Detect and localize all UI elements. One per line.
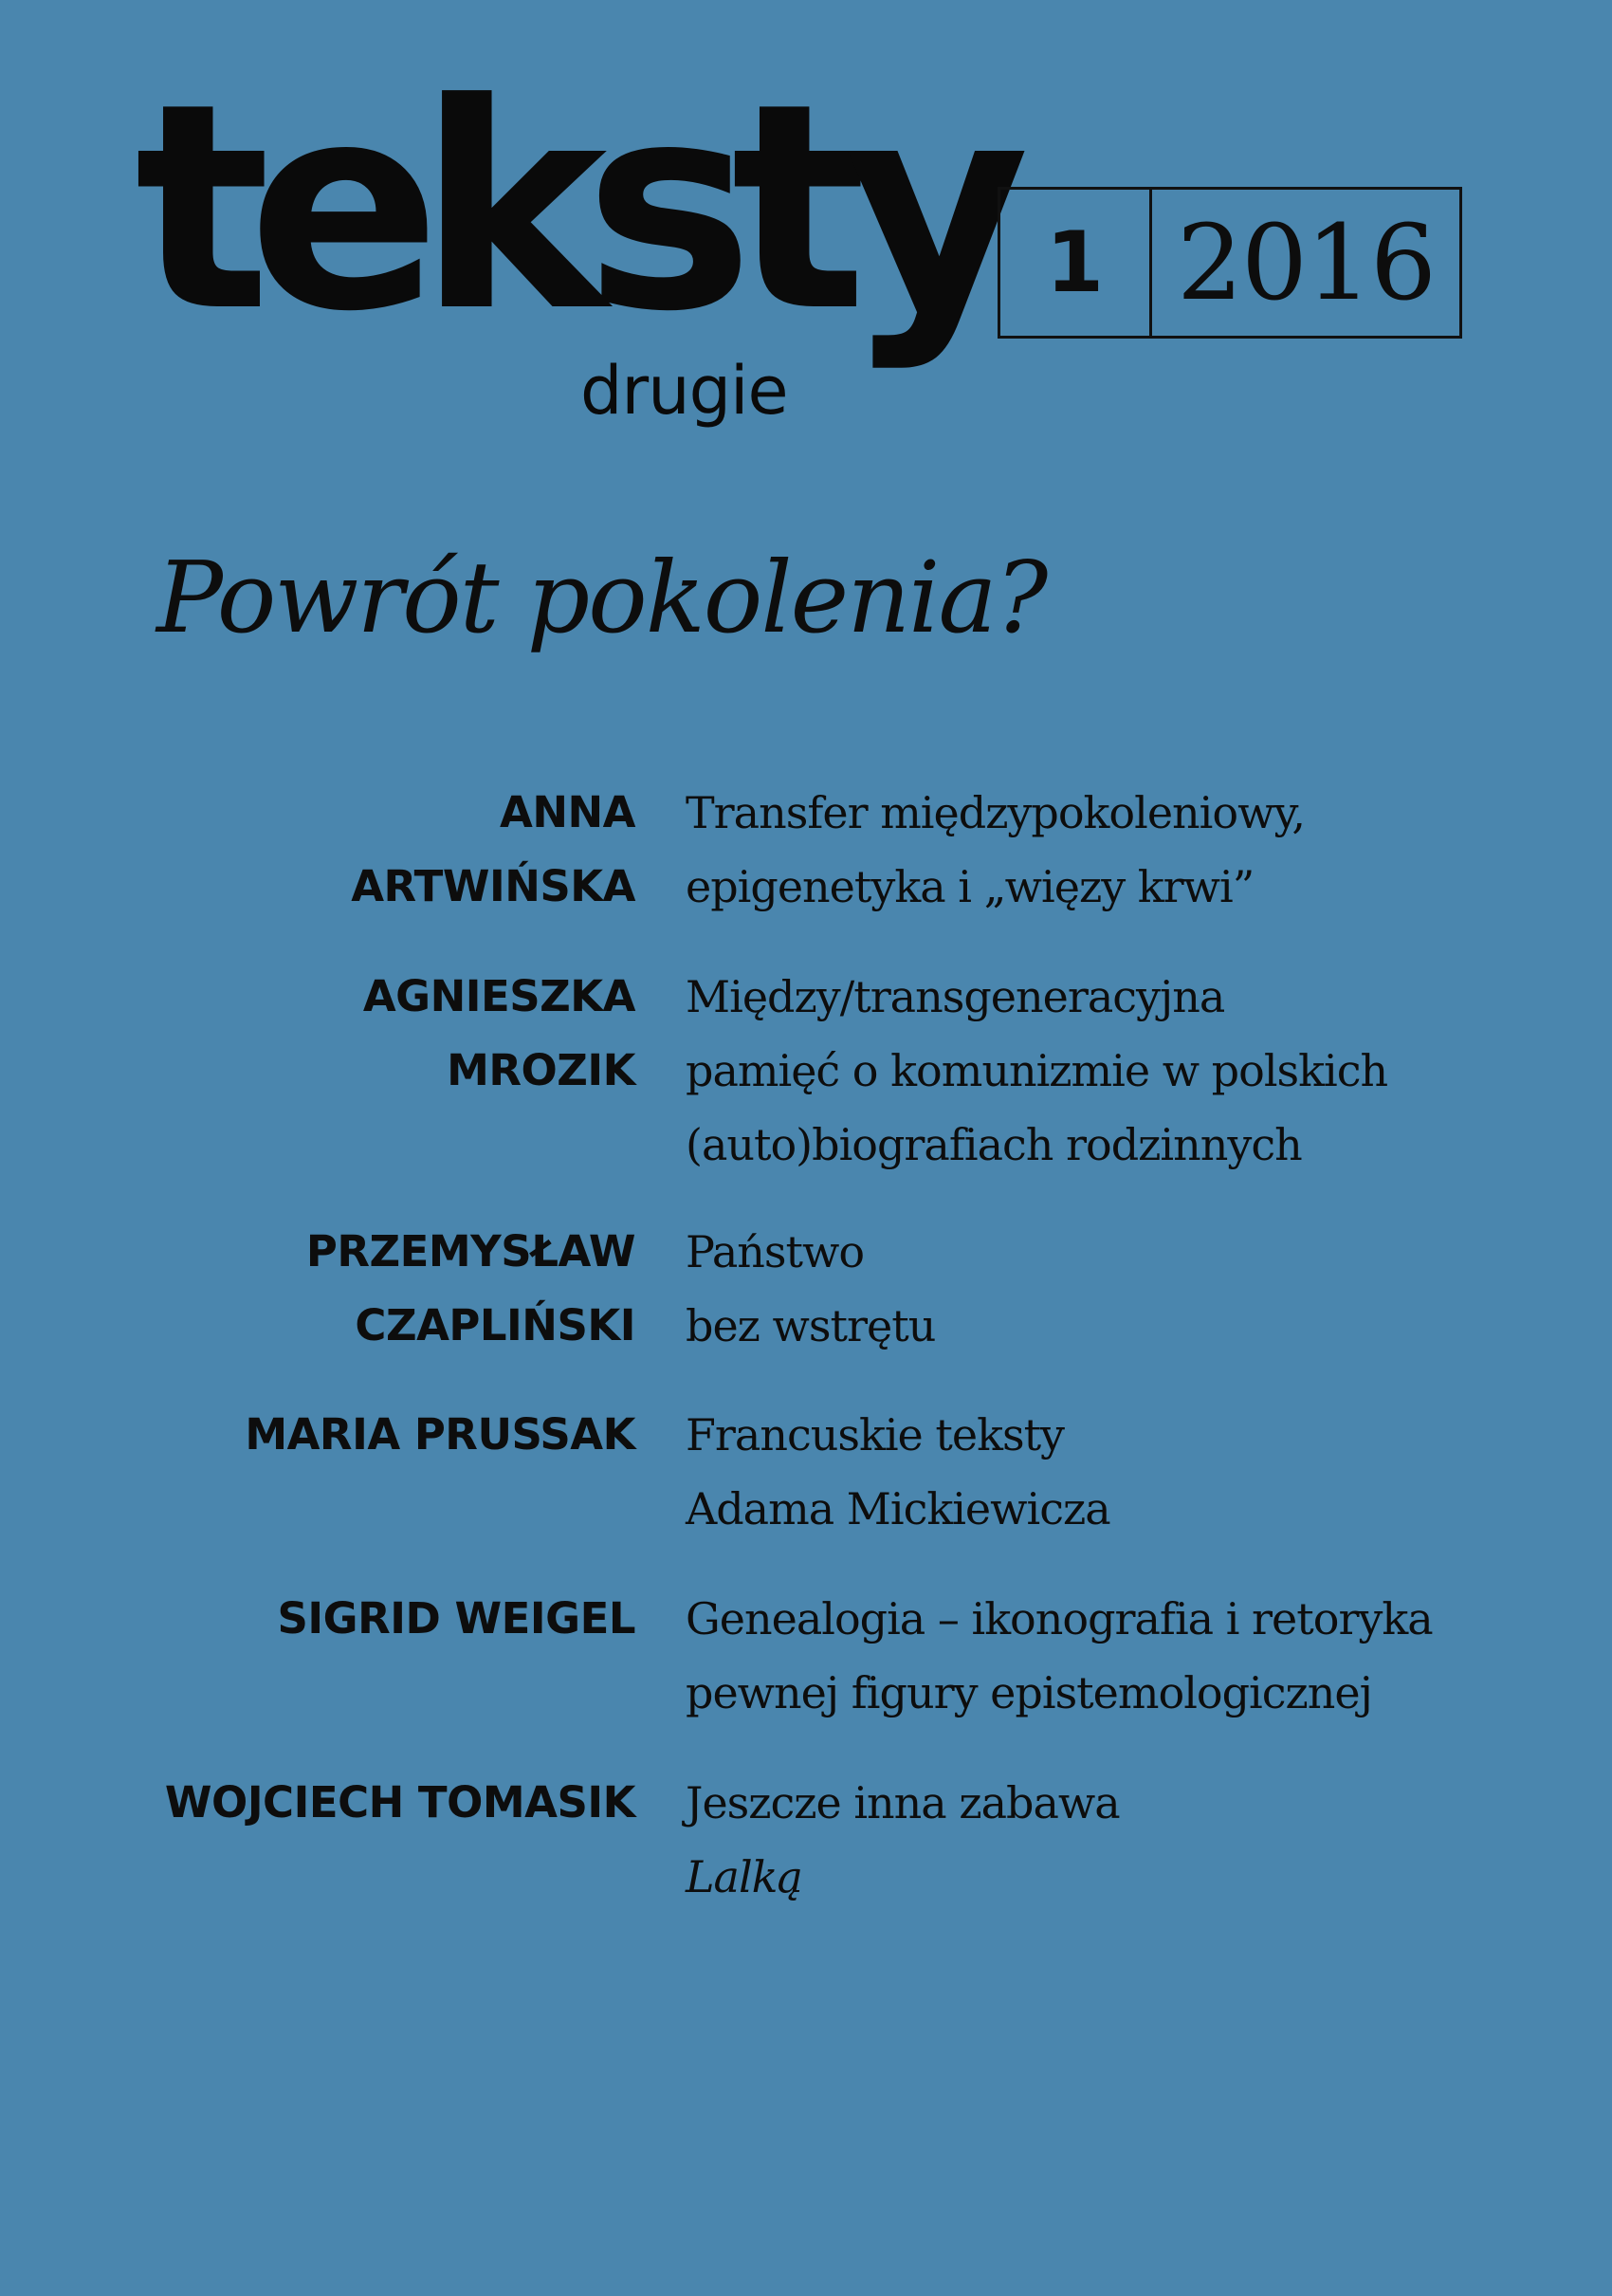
toc-article-title	[686, 776, 1305, 924]
issue-box	[998, 187, 1462, 339]
toc-article-title	[686, 1398, 1110, 1546]
toc-author	[306, 1215, 635, 1363]
toc-article-line: Genealogia – ikonografia i retoryka	[686, 1593, 1433, 1644]
toc-article-line: epigenetyka i „więzy krwi”	[686, 861, 1255, 912]
toc-author-line: MROZIK	[447, 1045, 635, 1095]
toc-author-line: CZAPLIŃSKI	[355, 1300, 635, 1350]
toc-author	[363, 960, 635, 1108]
toc-article-text: Jeszcze inna zabawa	[686, 1777, 1120, 1828]
issue-number: 1	[1000, 190, 1152, 336]
toc-article-line: Transfer międzypokoleniowy,	[686, 787, 1305, 838]
masthead	[0, 0, 1612, 474]
toc-article-title	[686, 1766, 1120, 1914]
toc-article-line: (auto)biografiach rodzinnych	[686, 1119, 1302, 1170]
toc-article-line: pewnej figury epistemologicznej	[686, 1667, 1372, 1718]
issue-year: 2016	[1177, 202, 1435, 323]
toc-author-line: AGNIESZKA	[362, 971, 635, 1021]
toc-author-line: ANNA	[500, 787, 635, 837]
toc-author	[245, 1398, 635, 1472]
toc-article-line: Między/transgeneracyjna	[686, 971, 1225, 1022]
toc-article-italic-text: Lalką	[686, 1851, 802, 1902]
issue-title: Powrót pokolenia?	[156, 540, 1047, 655]
toc-author-line: PRZEMYSŁAW	[305, 1226, 635, 1277]
toc-author-line: WOJCIECH TOMASIK	[164, 1777, 635, 1828]
toc-article-line: Państwo	[686, 1226, 865, 1277]
toc-article-line: Francuskie teksty	[686, 1409, 1065, 1460]
toc-article-title	[686, 1582, 1433, 1730]
toc-article-line: bez wstrętu	[686, 1300, 936, 1351]
toc-author	[278, 1582, 635, 1656]
journal-logo: teksty	[135, 43, 1007, 374]
toc-article-title	[686, 960, 1387, 1182]
toc-article-line: pamięć o komunizmie w polskich	[686, 1045, 1388, 1096]
toc-article-line	[686, 1766, 1120, 1914]
toc-article-title	[686, 1215, 935, 1363]
toc-author-line: MARIA PRUSSAK	[245, 1409, 635, 1460]
toc-author-line: SIGRID WEIGEL	[277, 1593, 635, 1644]
toc-author	[351, 776, 635, 924]
toc-author-line: ARTWIŃSKA	[351, 861, 635, 911]
toc-author	[165, 1766, 635, 1840]
toc-article-line: Adama Mickiewicza	[686, 1483, 1110, 1534]
journal-logo-subtitle: drugie	[580, 352, 788, 430]
